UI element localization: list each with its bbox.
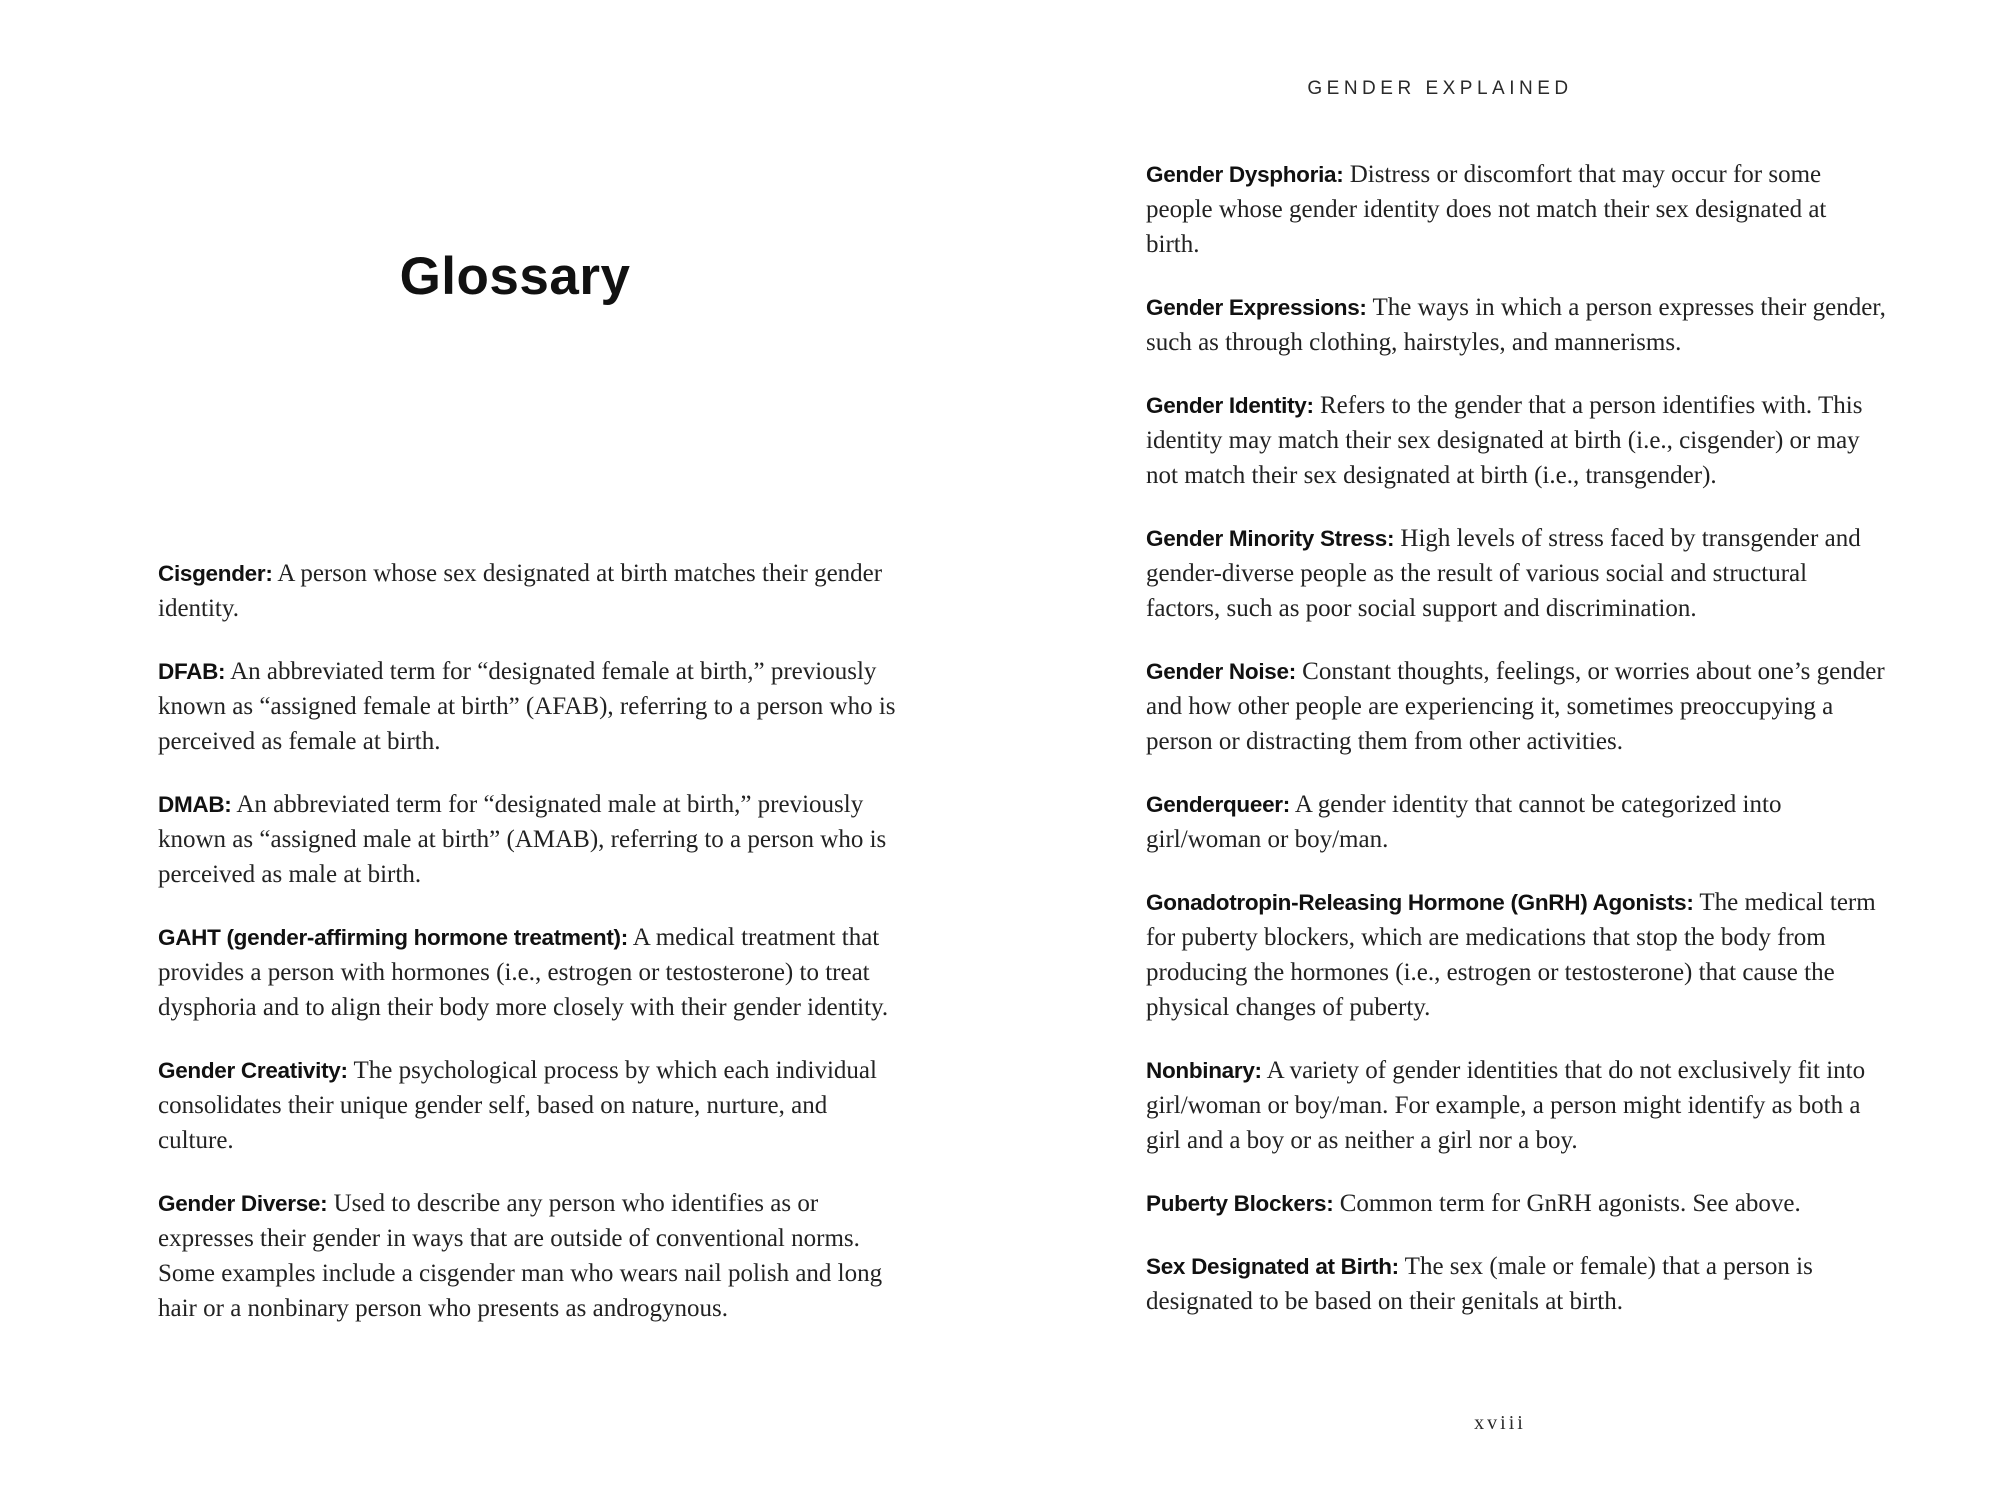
glossary-definition: Constant thoughts, feelings, or worries about one’s gender and how other people are experiencing it, sometimes preoccupying a person or distracting them from other activities. (1146, 658, 1885, 755)
glossary-term: Gender Creativity: (158, 1058, 348, 1083)
running-head: GENDER EXPLAINED (1307, 78, 1573, 99)
glossary-term: Gender Dysphoria: (1146, 162, 1344, 187)
glossary-definition: High levels of stress faced by transgender and gender-diverse people as the result of various social and structural factors, such as poor social support and discrimination. (1146, 525, 1861, 622)
glossary-entry (1146, 787, 1886, 857)
glossary-definition: An abbreviated term for “designated female at birth,” previously known as “assigned female at birth” (AFAB), referring to a person who is perceived as female at birth. (158, 658, 896, 755)
glossary-term: GAHT (gender-affirming hormone treatment): (158, 925, 628, 950)
glossary-term: Nonbinary: (1146, 1058, 1262, 1083)
glossary-definition: The psychological process by which each individual consolidates their unique gender self, based on nature, nurture, and culture. (158, 1057, 877, 1154)
glossary-definition: A variety of gender identities that do not exclusively fit into girl/woman or boy/man. For example, a person might identify as both a girl and a boy or as neither a girl nor a boy. (1146, 1057, 1866, 1154)
glossary-entry (1146, 885, 1886, 1025)
glossary-entry (1146, 521, 1886, 626)
glossary-entry (1146, 1249, 1886, 1319)
glossary-term: Gender Identity: (1146, 393, 1314, 418)
glossary-entry (1146, 388, 1886, 493)
glossary-term: DFAB: (158, 659, 226, 684)
glossary-entry (158, 654, 898, 759)
glossary-definition: A medical treatment that provides a person with hormones (i.e., estrogen or testosterone) to treat dysphoria and to align their body more closely with their gender identity. (158, 924, 889, 1021)
glossary-entry (158, 1186, 898, 1326)
glossary-term: DMAB: (158, 792, 232, 817)
glossary-definition: A person whose sex designated at birth matches their gender identity. (158, 560, 883, 622)
glossary-list-left (158, 556, 898, 1354)
glossary-definition: Used to describe any person who identifies as or expresses their gender in ways that are outside of conventional norms. Some examples include a cisgender man who wears nail polish and long hair or a nonbinary person who presents as androgynous. (158, 1190, 883, 1322)
glossary-term: Gender Minority Stress: (1146, 526, 1395, 551)
glossary-definition: An abbreviated term for “designated male at birth,” previously known as “assigned male at birth” (AMAB), referring to a person who is perceived as male at birth. (158, 791, 887, 888)
glossary-entry (158, 556, 898, 626)
glossary-term: Cisgender: (158, 561, 273, 586)
page-number: xviii (1474, 1412, 1526, 1434)
glossary-entry (1146, 1186, 1886, 1221)
glossary-definition: The ways in which a person expresses their gender, such as through clothing, hairstyles, and mannerisms. (1146, 294, 1886, 356)
glossary-term: Gender Expressions: (1146, 295, 1367, 320)
glossary-entry (1146, 654, 1886, 759)
glossary-entry (1146, 290, 1886, 360)
glossary-term: Gender Diverse: (158, 1191, 328, 1216)
glossary-definition: Refers to the gender that a person identifies with. This identity may match their sex designated at birth (i.e., cisgender) or may not match their sex designated at birth (i.e., transgender). (1146, 392, 1863, 489)
glossary-definition: Distress or discomfort that may occur for some people whose gender identity does not match their sex designated at birth. (1146, 161, 1827, 258)
glossary-term: Gender Noise: (1146, 659, 1296, 684)
glossary-entry (158, 920, 898, 1025)
glossary-definition: The medical term for puberty blockers, which are medications that stop the body from producing the hormones (i.e., estrogen or testosterone) that cause the physical changes of puberty. (1146, 889, 1876, 1021)
glossary-definition: A gender identity that cannot be categorized into girl/woman or boy/man. (1146, 791, 1782, 853)
glossary-term: Genderqueer: (1146, 792, 1290, 817)
right-page (1000, 0, 2000, 1500)
glossary-entry (1146, 157, 1886, 262)
glossary-list-right (1146, 157, 1886, 1347)
page-title: Glossary (399, 247, 631, 306)
glossary-definition: The sex (male or female) that a person is designated to be based on their genitals at birth. (1146, 1253, 1813, 1315)
glossary-term: Sex Designated at Birth: (1146, 1254, 1399, 1279)
glossary-term: Gonadotropin-Releasing Hormone (GnRH) Agonists: (1146, 890, 1694, 915)
glossary-entry (158, 787, 898, 892)
glossary-entry (158, 1053, 898, 1158)
glossary-definition: Common term for GnRH agonists. See above. (1339, 1190, 1801, 1217)
glossary-term: Puberty Blockers: (1146, 1191, 1334, 1216)
glossary-entry (1146, 1053, 1886, 1158)
